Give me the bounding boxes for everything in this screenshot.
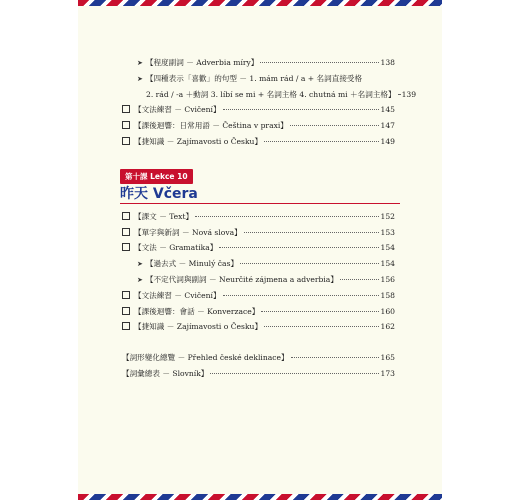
arrow-icon: ➤: [137, 59, 143, 67]
toc-entry-label: 【程度副詞 － Adverbia míry】: [145, 58, 259, 67]
toc-entry[interactable]: [122, 290, 395, 301]
toc-entry-page: 152: [380, 212, 395, 221]
dot-leader: [260, 62, 378, 63]
dot-leader: [240, 263, 378, 264]
dot-leader: [264, 141, 378, 142]
checkbox-icon: [122, 291, 130, 299]
dot-leader: [340, 279, 379, 280]
toc-entry[interactable]: [137, 73, 395, 84]
checkbox-icon: [122, 322, 130, 330]
toc-entry-label: 【單字與新詞 － Nová slova】: [134, 228, 242, 237]
arrow-icon: ➤: [137, 276, 143, 284]
airmail-stripe-bottom: [78, 494, 442, 500]
toc-entry-page: 154: [380, 259, 395, 268]
dot-leader: [244, 232, 379, 233]
arrow-icon: ➤: [137, 260, 143, 268]
toc-entry-label: 【捷知識 － Zajímavosti o Česku】: [134, 322, 263, 331]
checkbox-icon: [122, 212, 130, 220]
dot-leader: [223, 295, 379, 296]
toc-entry-page: 156: [380, 275, 395, 284]
checkbox-icon: [122, 121, 130, 129]
dot-leader: [261, 311, 378, 312]
toc-entry-label: 【課後迴響：日常用語 － Čeština v praxi】: [134, 121, 288, 130]
toc-entry-page: 165: [380, 353, 395, 362]
toc-entry-label: 【四種表示「喜歡」的句型 － 1. mám rád / a + 名詞直接受格: [145, 74, 363, 83]
toc-entry[interactable]: [122, 242, 395, 253]
checkbox-icon: [122, 228, 130, 236]
toc-entry-page: 173: [380, 369, 395, 378]
toc-entry-page: 154: [380, 243, 395, 252]
dot-leader: [398, 94, 400, 95]
dot-leader: [210, 373, 378, 374]
toc-entry-page: 162: [380, 322, 395, 331]
toc-entry-label: 2. rád / -a ＋動詞 3. líbí se mi + 名詞主格 4. chutná mi ＋名詞主格】: [146, 90, 396, 99]
toc-entry-page: 145: [380, 105, 395, 114]
toc-entry[interactable]: [122, 368, 395, 379]
lesson-title: 昨天 Včera: [120, 186, 198, 202]
toc-entry-label: 【文法練習 － Cvičení】: [134, 105, 221, 114]
toc-entry[interactable]: [137, 57, 395, 68]
arrow-icon: ➤: [137, 75, 143, 83]
dot-leader: [195, 216, 378, 217]
checkbox-icon: [122, 307, 130, 315]
dot-leader: [264, 326, 378, 327]
checkbox-icon: [122, 105, 130, 113]
toc-entry-page: 139: [401, 90, 417, 99]
toc-entry-label: 【文法 － Gramatika】: [134, 243, 218, 252]
toc-entry[interactable]: [122, 136, 395, 147]
toc-entry[interactable]: [122, 211, 395, 222]
toc-entry-label: 【過去式 － Minulý čas】: [145, 259, 239, 268]
lesson-title-rule: [120, 203, 400, 204]
dot-leader: [223, 109, 379, 110]
checkbox-icon: [122, 137, 130, 145]
toc-entry-label: 【課後迴響：會話 － Konverzace】: [134, 307, 260, 316]
toc-entry[interactable]: [122, 104, 395, 115]
dot-leader: [291, 357, 379, 358]
toc-entry-label: 【文法練習 － Cvičení】: [134, 291, 221, 300]
toc-entry[interactable]: [122, 321, 395, 332]
toc-entry-page: 138: [380, 58, 395, 67]
toc-entry-label: 【課文 － Text】: [134, 212, 194, 221]
toc-entry-label: 【詞彙總表 － Slovník】: [122, 369, 209, 378]
dot-leader: [290, 125, 379, 126]
toc-entry[interactable]: [122, 120, 395, 131]
lesson-tag: 第十課 Lekce 10: [120, 169, 193, 184]
dot-leader: [219, 247, 378, 248]
airmail-stripe-top: [78, 0, 442, 6]
toc-entry-page: 158: [380, 291, 395, 300]
toc-entry[interactable]: [122, 352, 395, 363]
toc-entry[interactable]: [122, 306, 395, 317]
toc-entry[interactable]: [137, 258, 395, 269]
toc-entry-label: 【詞形變化總覽 － Přehled české deklinace】: [122, 353, 289, 362]
toc-entry-page: 160: [380, 307, 395, 316]
toc-entry-page: 147: [380, 121, 395, 130]
toc-entry-page: 153: [380, 228, 395, 237]
toc-entry[interactable]: [137, 274, 395, 285]
toc-entry-continued[interactable]: [146, 89, 417, 100]
toc-entry-label: 【不定代詞與副詞 － Neurčité zájmena a adverbia】: [145, 275, 338, 284]
checkbox-icon: [122, 243, 130, 251]
toc-entry[interactable]: [122, 227, 395, 238]
toc-entry-label: 【捷知識 － Zajímavosti o Česku】: [134, 137, 263, 146]
toc-entry-page: 149: [380, 137, 395, 146]
